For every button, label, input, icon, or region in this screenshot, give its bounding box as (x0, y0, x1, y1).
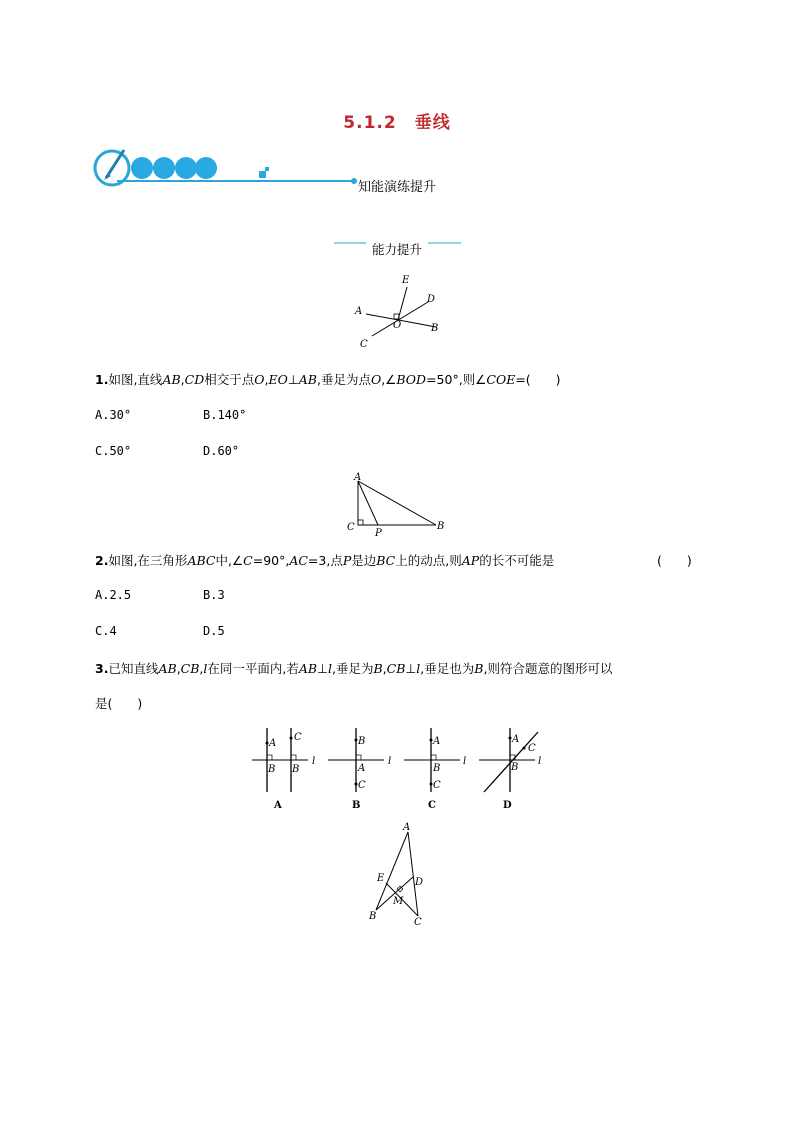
figure-3 (248, 722, 558, 814)
fig4-label-m: M (393, 896, 404, 907)
banner-decoration (92, 142, 372, 192)
fig1-label-a: A (355, 306, 363, 317)
q1-option-c[interactable]: C.50° (95, 444, 132, 458)
q1-option-b[interactable]: B.140° (203, 408, 247, 422)
fig2-label-p: P (375, 528, 382, 539)
fig2-label-c: C (347, 522, 355, 533)
fig4-label-c: C (414, 917, 422, 928)
svg-text:C: C (433, 780, 441, 791)
svg-text:B: B (292, 764, 300, 775)
q2-option-c[interactable]: C.4 (95, 624, 117, 638)
svg-text:B: B (268, 764, 276, 775)
svg-text:A: A (269, 738, 277, 749)
svg-text:B: B (433, 763, 441, 774)
question-3: 3.已知直线AB,CB,l在同一平面内,若AB⊥l,垂足为B,CB⊥l,垂足也为B,则符合题意的图形可以 (95, 661, 613, 676)
svg-text:C: C (528, 743, 536, 754)
q1-option-d[interactable]: D.60° (203, 444, 240, 458)
choice-b-diagram (328, 728, 391, 811)
fig1-label-c: C (360, 339, 368, 350)
fig4-label-b: B (369, 911, 377, 922)
choice-a-label: A (274, 800, 282, 811)
figure-1 (350, 270, 450, 352)
question-2: 2.如图,在三角形ABC中,∠C=90°,AC=3,点P是边BC上的动点,则AP的长不可能是 (95, 553, 555, 568)
page-title: 5.1.2 垂线 (343, 113, 451, 133)
q2-answer-paren: ( ) (657, 553, 692, 568)
figure-4 (362, 820, 432, 930)
svg-text:l: l (388, 756, 392, 767)
fig4-label-e: E (377, 873, 385, 884)
svg-text:A: A (358, 763, 366, 774)
fig1-label-b: B (431, 323, 439, 334)
q1-option-a[interactable]: A.30° (95, 408, 132, 422)
banner-dot-2 (153, 157, 175, 179)
banner-label: 知能演练提升 (358, 180, 437, 195)
svg-text:A: A (433, 736, 441, 747)
fig1-label-d: D (427, 294, 436, 305)
choice-c-diagram (404, 728, 466, 811)
banner-dot-1 (131, 157, 153, 179)
choice-c-label: C (428, 800, 436, 811)
svg-text:A: A (512, 734, 520, 745)
svg-text:l: l (538, 756, 542, 767)
banner-square-icon (259, 171, 266, 178)
fig4-label-a: A (403, 822, 411, 833)
svg-text:C: C (294, 732, 302, 743)
fig1-label-e: E (402, 275, 410, 286)
question-1: 1.如图,直线AB,CD相交于点O,EO⊥AB,垂足为点O,∠BOD=50°,则∠COE=( ) (95, 372, 561, 387)
fig2-label-b: B (437, 521, 445, 532)
section-heading: 能力提升 (371, 242, 422, 257)
choice-a-diagram (252, 728, 315, 811)
banner-dot-3 (175, 157, 197, 179)
figure-2 (342, 470, 452, 540)
svg-text:l: l (463, 756, 467, 767)
q2-option-d[interactable]: D.5 (203, 624, 225, 638)
fig2-label-a: A (354, 472, 362, 483)
q2-option-b[interactable]: B.3 (203, 588, 225, 602)
choice-b-label: B (352, 800, 361, 811)
choice-d-label: D (503, 800, 512, 811)
svg-text:C: C (358, 780, 366, 791)
q2-option-a[interactable]: A.2.5 (95, 588, 132, 602)
choice-d-diagram (479, 728, 541, 811)
svg-text:l: l (312, 756, 316, 767)
question-3-line-2: 是( ) (95, 696, 143, 711)
svg-text:B: B (358, 736, 366, 747)
fig1-label-o: O (393, 320, 402, 331)
banner-dot-4 (195, 157, 217, 179)
svg-text:B: B (511, 762, 519, 773)
brush-icon (106, 150, 124, 178)
fig4-label-d: D (415, 877, 424, 888)
